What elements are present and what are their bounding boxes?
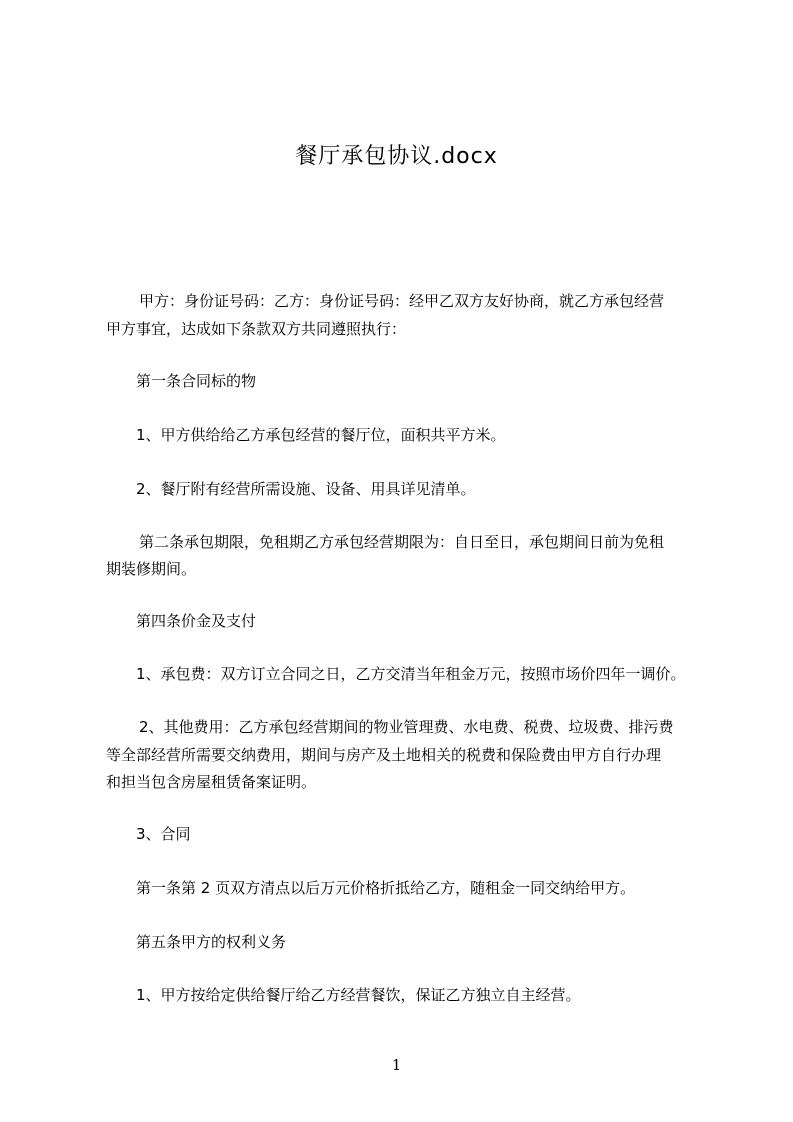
section-heading-5: 第五条甲方的权利义务 bbox=[136, 933, 287, 951]
page-number: 1 bbox=[391, 1056, 402, 1074]
paragraph-item-1: 1、甲方供给给乙方承包经营的餐厅位，面积共平方米。 bbox=[136, 426, 506, 444]
section-heading-4: 第四条价金及支付 bbox=[136, 612, 257, 630]
paragraph-1-line-1: 甲方：身份证号码：乙方：身份证号码：经甲乙双方友好协商，就乙方承包经营 bbox=[139, 292, 665, 310]
paragraph-contract-3: 3、合同 bbox=[136, 825, 191, 843]
document-title: 餐厅承包协议.docx bbox=[295, 144, 498, 169]
paragraph-fee-2-line-2: 等全部经营所需要交纳费用，期间与房产及土地相关的税费和保险费由甲方自行办理 bbox=[106, 746, 662, 764]
paragraph-term-line-1: 第二条承包期限，免租期乙方承包经营期限为：自日至日，承包期间日前为免租 bbox=[139, 533, 665, 551]
section-heading-1: 第一条合同标的物 bbox=[136, 372, 257, 390]
paragraph-duty-1: 1、甲方按给定供给餐厅给乙方经营餐饮，保证乙方独立自主经营。 bbox=[136, 986, 581, 1004]
paragraph-article-1: 第一条第 2 页双方清点以后万元价格折抵给乙方，随租金一同交纳给甲方。 bbox=[136, 879, 636, 897]
paragraph-item-2: 2、餐厅附有经营所需设施、设备、用具详见清单。 bbox=[136, 480, 476, 498]
paragraph-fee-2-line-3: 和担当包含房屋租赁备案证明。 bbox=[106, 773, 317, 791]
paragraph-1-line-2: 甲方事宜，达成如下条款双方共同遵照执行： bbox=[106, 320, 407, 338]
paragraph-fee-1: 1、承包费：双方订立合同之日，乙方交清当年租金万元，按照市场价四年一调价。 bbox=[136, 665, 686, 683]
paragraph-fee-2-line-1: 2、其他费用：乙方承包经营期间的物业管理费、水电费、税费、垃圾费、排污费 bbox=[139, 718, 674, 736]
paragraph-term-line-2: 期装修期间。 bbox=[106, 560, 197, 578]
